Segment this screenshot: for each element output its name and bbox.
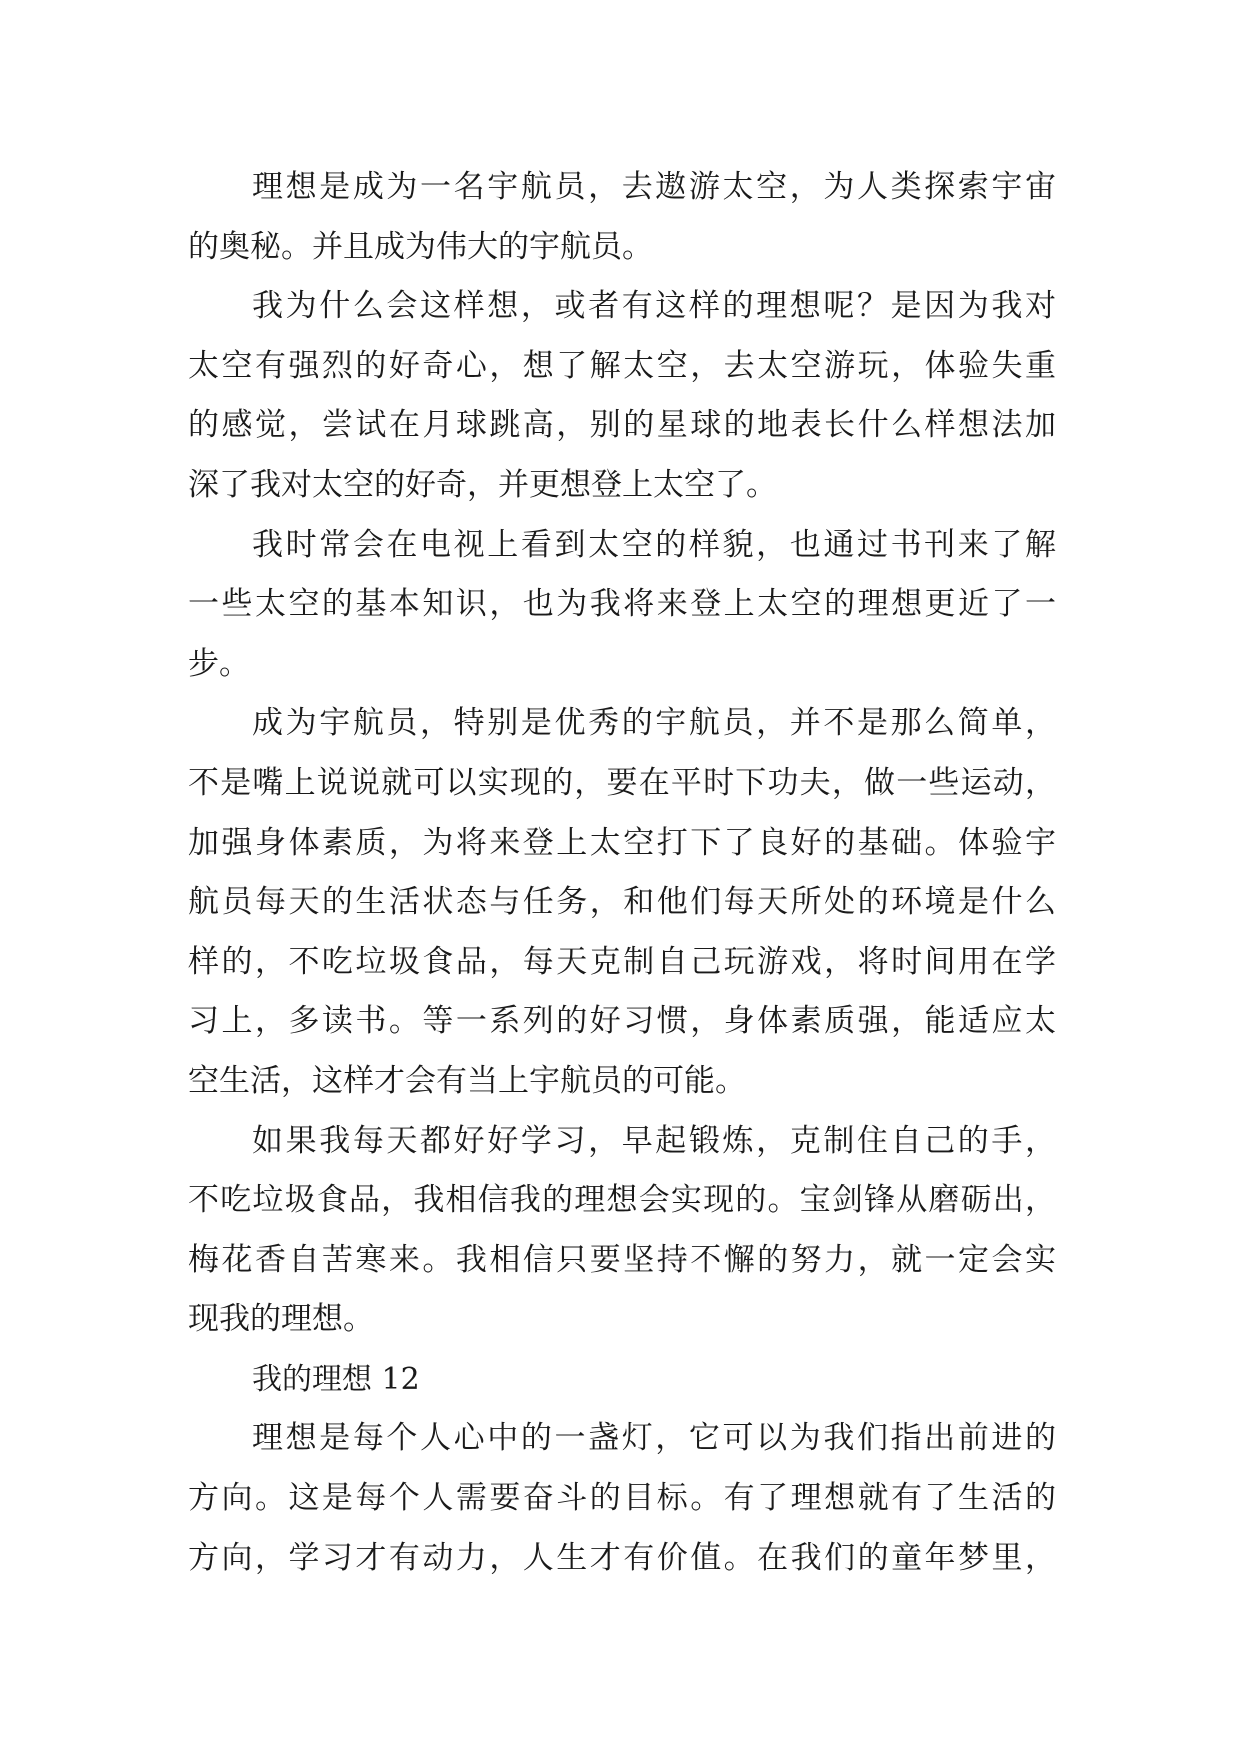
paragraph-line: 太空有强烈的好奇心，想了解太空，去太空游玩，体验失重 [188,347,1056,384]
paragraph-line: 加强身体素质，为将来登上太空打下了良好的基础。体验宇 [188,824,1056,861]
paragraph-line: 步。 [188,645,250,682]
paragraph-line: 航员每天的生活状态与任务，和他们每天所处的环境是什么 [188,884,1056,921]
paragraph-line: 习上，多读书。等一系列的好习惯，身体素质强，能适应太 [188,1003,1056,1040]
paragraph-line: 不吃垃圾食品，我相信我的理想会实现的。宝剑锋从磨砺出， [188,1182,1056,1219]
paragraph-line: 成为宇航员，特别是优秀的宇航员，并不是那么简单， [252,705,1056,742]
paragraph-line: 空生活，这样才会有当上宇航员的可能。 [188,1062,746,1099]
paragraph-line: 如果我每天都好好学习，早起锻炼，克制住自己的手， [252,1122,1056,1159]
paragraph-line: 样的，不吃垃圾食品，每天克制自己玩游戏，将时间用在学 [188,943,1056,980]
paragraph-line: 的奥秘。并且成为伟大的宇航员。 [188,228,653,265]
paragraph-line: 现我的理想。 [188,1301,374,1338]
paragraph-line: 的感觉，尝试在月球跳高，别的星球的地表长什么样想法加 [188,407,1056,444]
paragraph-line: 方向，学习才有动力，人生才有价值。在我们的童年梦里， [188,1539,1056,1576]
paragraph-line: 深了我对太空的好奇，并更想登上太空了。 [188,466,777,503]
paragraph-line: 方向。这是每个人需要奋斗的目标。有了理想就有了生活的 [188,1480,1056,1517]
paragraph-line: 理想是每个人心中的一盏灯，它可以为我们指出前进的 [252,1420,1056,1457]
paragraph-line: 理想是成为一名宇航员，去遨游太空，为人类探索宇宙 [252,169,1056,205]
paragraph-line: 一些太空的基本知识，也为我将来登上太空的理想更近了一 [188,586,1056,623]
paragraph-line: 梅花香自苦寒来。我相信只要坚持不懈的努力，就一定会实 [188,1241,1056,1278]
paragraph-line: 我为什么会这样想，或者有这样的理想呢？是因为我对 [252,288,1056,325]
paragraph-line: 我时常会在电视上看到太空的样貌，也通过书刊来了解 [252,526,1056,563]
paragraph-line: 不是嘴上说说就可以实现的，要在平时下功夫，做一些运动， [188,764,1056,801]
document-body [188,158,1056,1588]
section-heading: 我的理想 12 [252,1361,420,1397]
